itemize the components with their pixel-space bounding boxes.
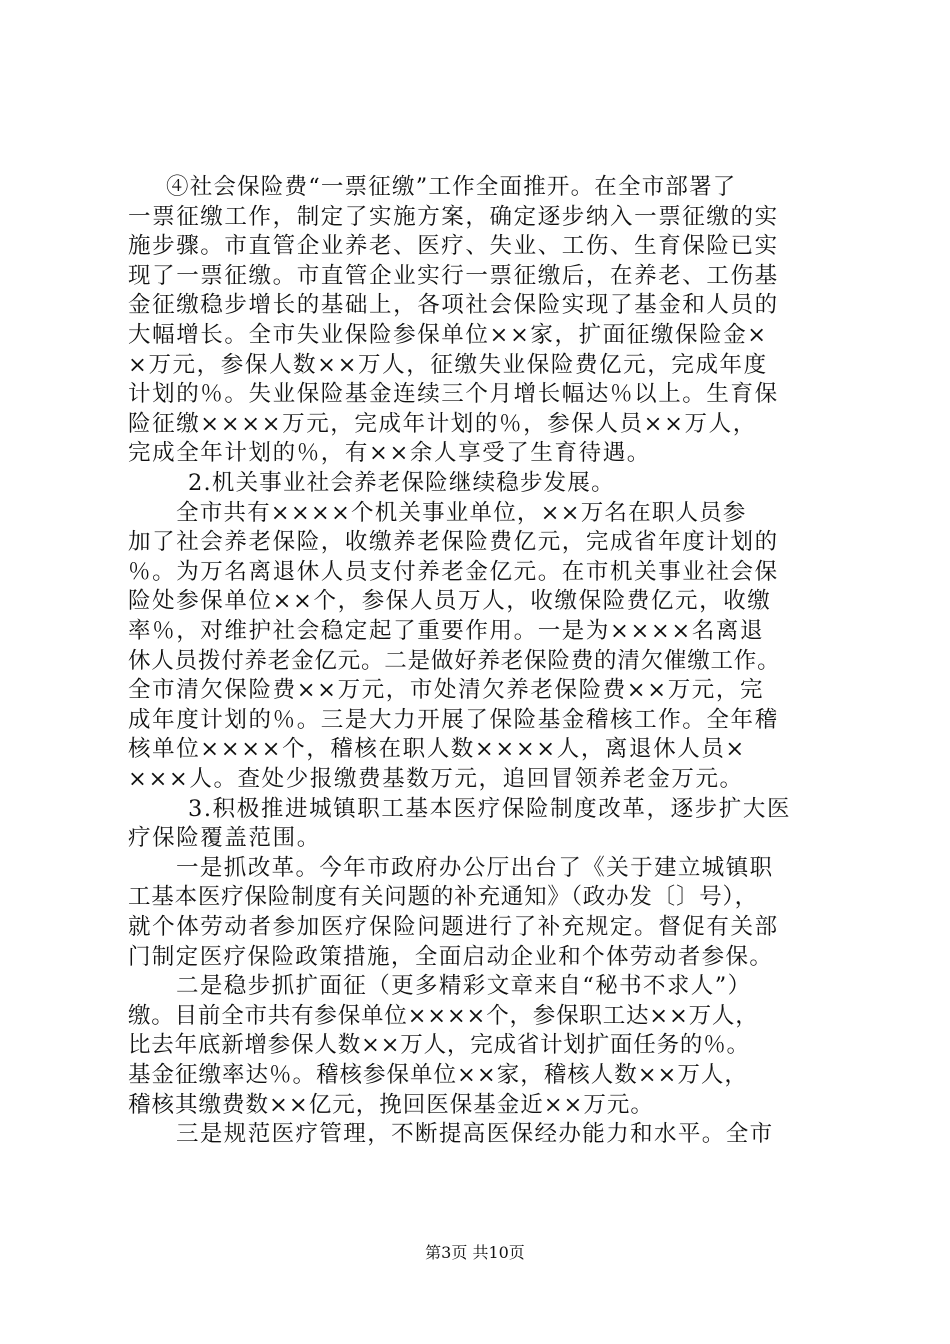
paragraph-line: 大幅增长。全市失业保险参保单位××家，扩面征缴保险金× <box>128 322 768 348</box>
paragraph-line: ％。为万名离退休人员支付养老金亿元。在市机关事业社会保 <box>128 558 779 585</box>
paragraph-line: 一是抓改革。今年市政府办公厅出台了《关于建立城镇职 <box>176 854 774 881</box>
paragraph-line: 基金征缴率达％。稽核参保单位××家，稽核人数××万人， <box>128 1062 748 1088</box>
section-heading: 2.机关事业社会养老保险继续稳步发展。 <box>188 470 615 496</box>
paragraph-line: ×××人。查处少报缴费基数万元，追回冒领养老金万元。 <box>128 766 744 792</box>
paragraph-line: 完成全年计划的％，有××余人享受了生育待遇。 <box>128 440 651 467</box>
paragraph-line: 缴。目前全市共有参保单位××××个，参保职工达××万人， <box>128 1002 759 1029</box>
paragraph-line: 二是稳步抓扩面征（更多精彩文章来自“秘书不求人”） <box>176 973 752 1000</box>
paragraph-line: 险征缴××××万元，完成年计划的％，参保人员××万人， <box>128 410 757 437</box>
paragraph-line: 核单位××××个，稽核在职人数××××人，离退休人员× <box>128 736 746 763</box>
paragraph-line: 就个体劳动者参加医疗保险问题进行了补充规定。督促有关部 <box>128 914 779 940</box>
paragraph-line: 金征缴稳步增长的基础上，各项社会保险实现了基金和人员的 <box>128 292 779 319</box>
paragraph-line: 现了一票征缴。市直管企业实行一票征缴后，在养老、工伤基 <box>128 262 779 289</box>
section-heading: 3.积极推进城镇职工基本医疗保险制度改革，逐步扩大医 <box>188 795 792 822</box>
paragraph-line: 加了社会养老保险，收缴养老保险费亿元，完成省年度计划的 <box>128 529 779 556</box>
paragraph-line: 稽核其缴费数××亿元，挽回医保基金近××万元。 <box>128 1091 654 1118</box>
paragraph-line: 成年度计划的％。三是大力开展了保险基金稽核工作。全年稽 <box>128 706 779 733</box>
paragraph-line: ×万元，参保人数××万人，征缴失业保险费亿元，完成年度 <box>128 351 768 378</box>
paragraph-line: 工基本医疗保险制度有关问题的补充通知》（政办发〔〕号）， <box>128 884 758 911</box>
section-heading: 疗保险覆盖范围。 <box>128 825 321 852</box>
paragraph-line: 比去年底新增参保人数××万人，完成省计划扩面任务的％。 <box>128 1032 750 1059</box>
paragraph-line: 全市清欠保险费××万元，市处清欠养老保险费××万元，完 <box>128 677 765 704</box>
paragraph-line: 门制定医疗保险政策措施，全面启动企业和个体劳动者参保。 <box>128 943 774 970</box>
paragraph-line: 险处参保单位××个，参保人员万人，收缴保险费亿元，收缴 <box>128 588 772 615</box>
paragraph-line: 全市共有××××个机关事业单位，××万名在职人员参 <box>176 499 747 526</box>
paragraph-line: ④社会保险费“一票征缴”工作全面推开。在全市部署了 <box>166 174 737 200</box>
paragraph-line: 休人员拨付养老金亿元。二是做好养老保险费的清欠催缴工作。 <box>128 647 781 674</box>
paragraph-line: 率％，对维护社会稳定起了重要作用。一是为××××名离退 <box>128 618 765 644</box>
paragraph-line: 一票征缴工作，制定了实施方案，确定逐步纳入一票征缴的实 <box>128 203 779 230</box>
paragraph-line: 计划的％。失业保险基金连续三个月增长幅达％以上。生育保 <box>128 381 779 408</box>
paragraph-line: 三是规范医疗管理，不断提高医保经办能力和水平。全市 <box>176 1121 774 1148</box>
paragraph-line: 施步骤。市直管企业养老、医疗、失业、工伤、生育保险已实 <box>128 233 779 260</box>
page-footer: 第3页 共10页 <box>425 1243 525 1262</box>
